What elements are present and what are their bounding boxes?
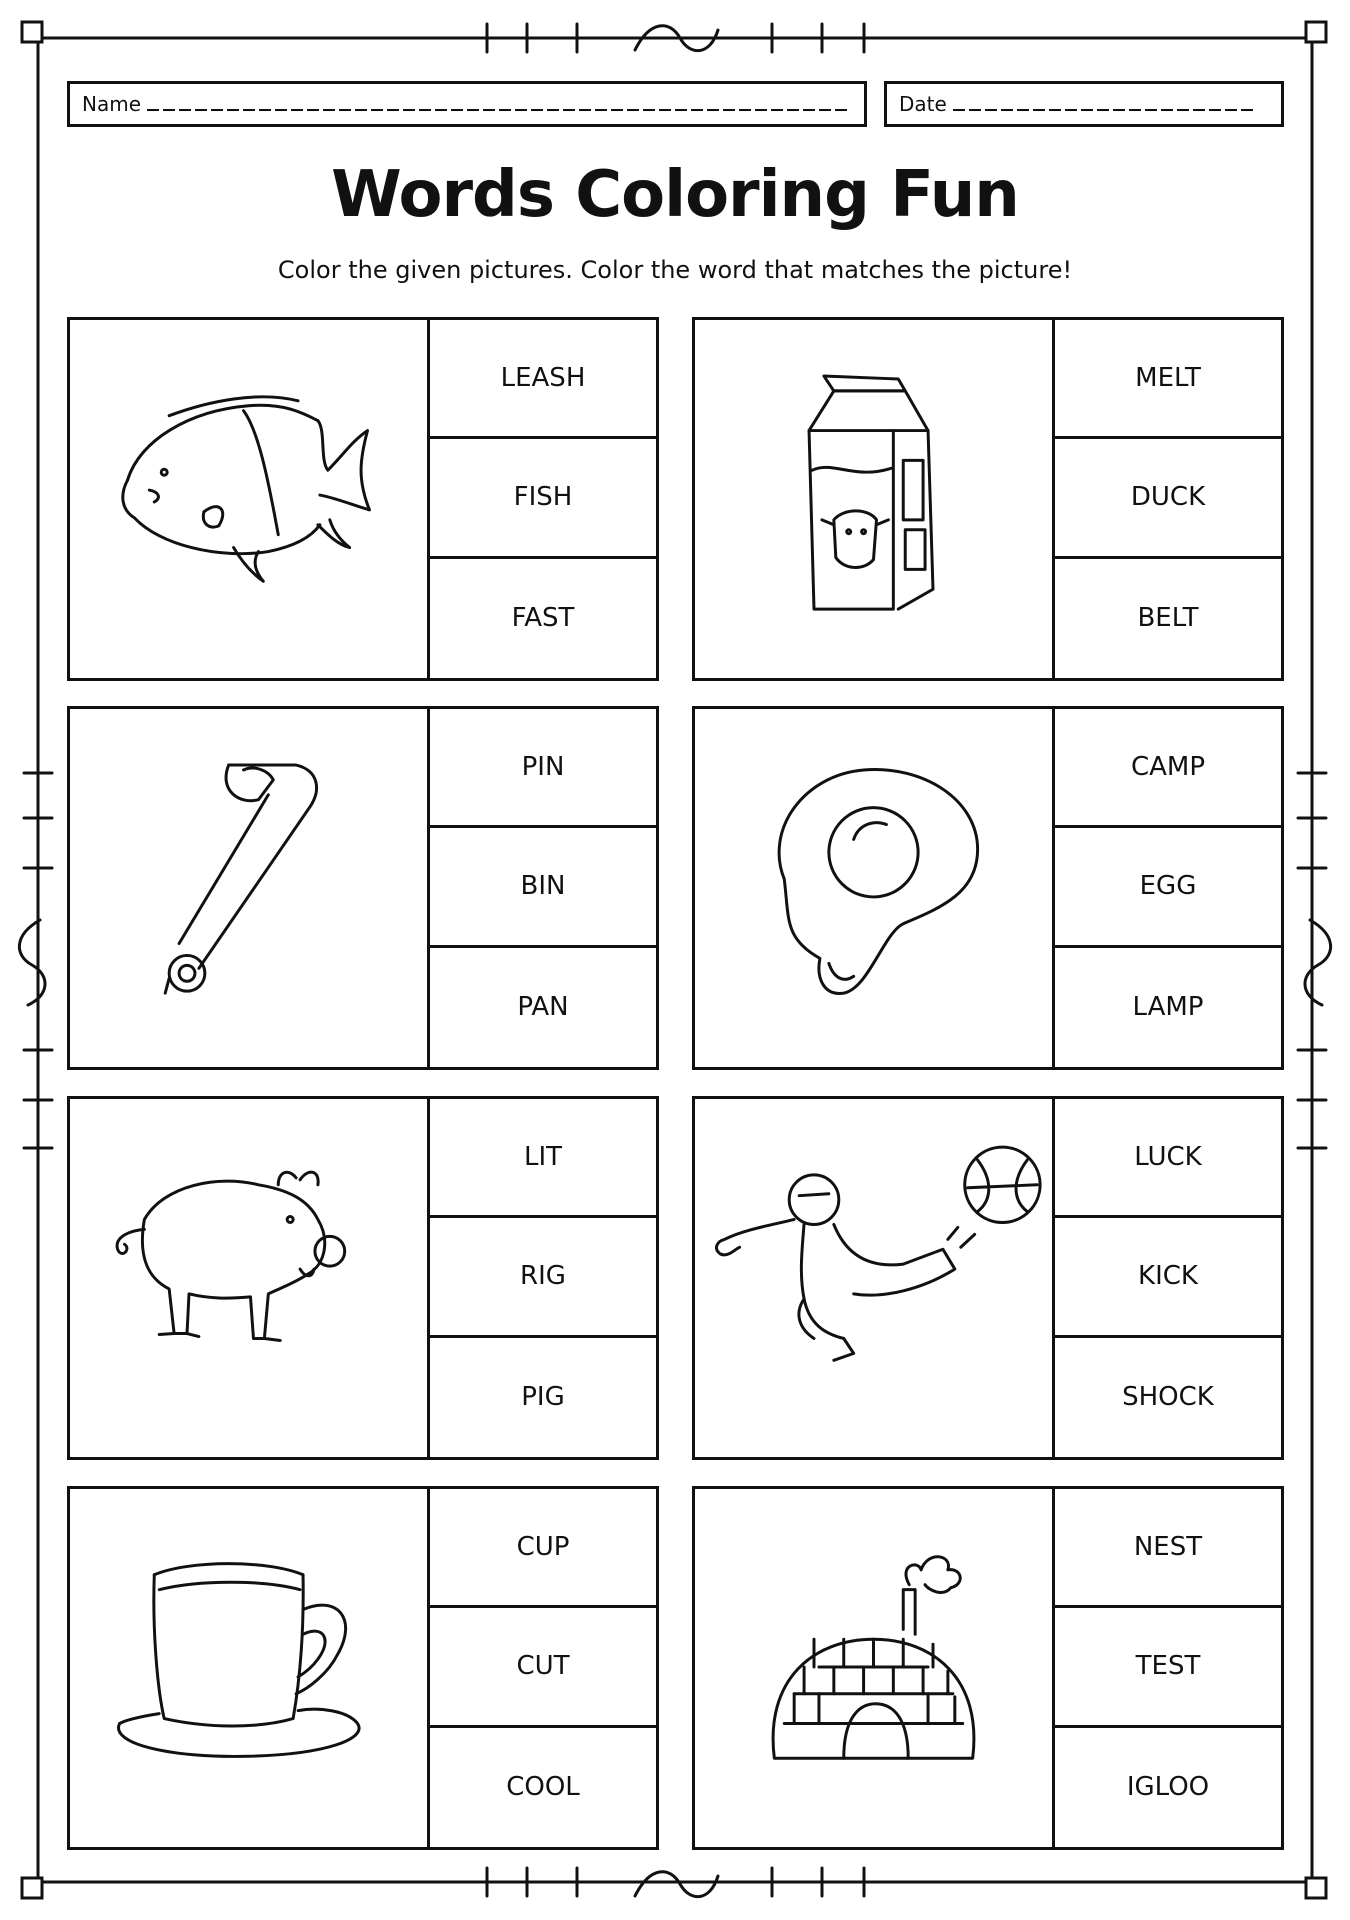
- word-option[interactable]: COOL: [506, 1772, 580, 1803]
- cup-picture[interactable]: [70, 1489, 430, 1847]
- igloo-icon: [695, 1489, 1052, 1847]
- word-option[interactable]: NEST: [1055, 1489, 1281, 1608]
- milk-carton-picture[interactable]: [695, 320, 1055, 678]
- word-option[interactable]: PIN: [430, 709, 656, 828]
- date-field[interactable]: [884, 81, 1284, 127]
- word-option[interactable]: CUT: [430, 1608, 656, 1727]
- word-option[interactable]: MELT: [1055, 320, 1281, 439]
- word-option[interactable]: EGG: [1055, 828, 1281, 947]
- word-option[interactable]: LUCK: [1055, 1099, 1281, 1218]
- word-option[interactable]: LEASH: [430, 320, 656, 439]
- word-option[interactable]: PIG: [521, 1382, 565, 1413]
- fried-egg-picture[interactable]: [695, 709, 1055, 1067]
- word-option[interactable]: FISH: [430, 439, 656, 558]
- name-field[interactable]: [67, 81, 867, 127]
- igloo-picture[interactable]: [695, 1489, 1055, 1847]
- fried-egg-icon: [695, 709, 1052, 1067]
- fish-picture[interactable]: [70, 320, 430, 678]
- word-option[interactable]: BELT: [1137, 603, 1199, 634]
- word-option[interactable]: DUCK: [1055, 439, 1281, 558]
- card-kick: [692, 1096, 1284, 1460]
- word-option[interactable]: IGLOO: [1126, 1772, 1210, 1803]
- milk-carton-icon: [695, 320, 1052, 678]
- page-title: Words Coloring Fun: [331, 158, 1019, 232]
- word-option[interactable]: TEST: [1055, 1608, 1281, 1727]
- word-option[interactable]: CAMP: [1055, 709, 1281, 828]
- word-option[interactable]: LIT: [430, 1099, 656, 1218]
- word-option[interactable]: PAN: [517, 992, 569, 1023]
- card-cup: [67, 1486, 659, 1850]
- kicking-ball-icon: [695, 1099, 1052, 1457]
- pig-picture[interactable]: [70, 1099, 430, 1457]
- instruction-text: Color the given pictures. Color the word that matches the picture!: [277, 256, 1073, 284]
- kick-picture[interactable]: [695, 1099, 1055, 1457]
- word-option[interactable]: KICK: [1055, 1218, 1281, 1337]
- card-fish: [67, 317, 659, 681]
- safety-pin-picture[interactable]: [70, 709, 430, 1067]
- word-option[interactable]: SHOCK: [1122, 1382, 1214, 1413]
- word-option[interactable]: FAST: [511, 603, 575, 634]
- word-option[interactable]: CUP: [430, 1489, 656, 1608]
- name-label: Name: [82, 92, 142, 116]
- pig-icon: [70, 1099, 427, 1457]
- word-option[interactable]: RIG: [430, 1218, 656, 1337]
- card-milk-carton: [692, 317, 1284, 681]
- card-pig: [67, 1096, 659, 1460]
- card-igloo: [692, 1486, 1284, 1850]
- date-label: Date: [899, 92, 947, 116]
- word-option[interactable]: LAMP: [1132, 992, 1204, 1023]
- safety-pin-icon: [70, 709, 427, 1067]
- fish-icon: [70, 320, 427, 678]
- cup-icon: [70, 1489, 427, 1847]
- card-safety-pin: [67, 706, 659, 1070]
- word-option[interactable]: BIN: [430, 828, 656, 947]
- date-line: [953, 109, 1253, 111]
- card-fried-egg: [692, 706, 1284, 1070]
- name-line: [147, 109, 847, 111]
